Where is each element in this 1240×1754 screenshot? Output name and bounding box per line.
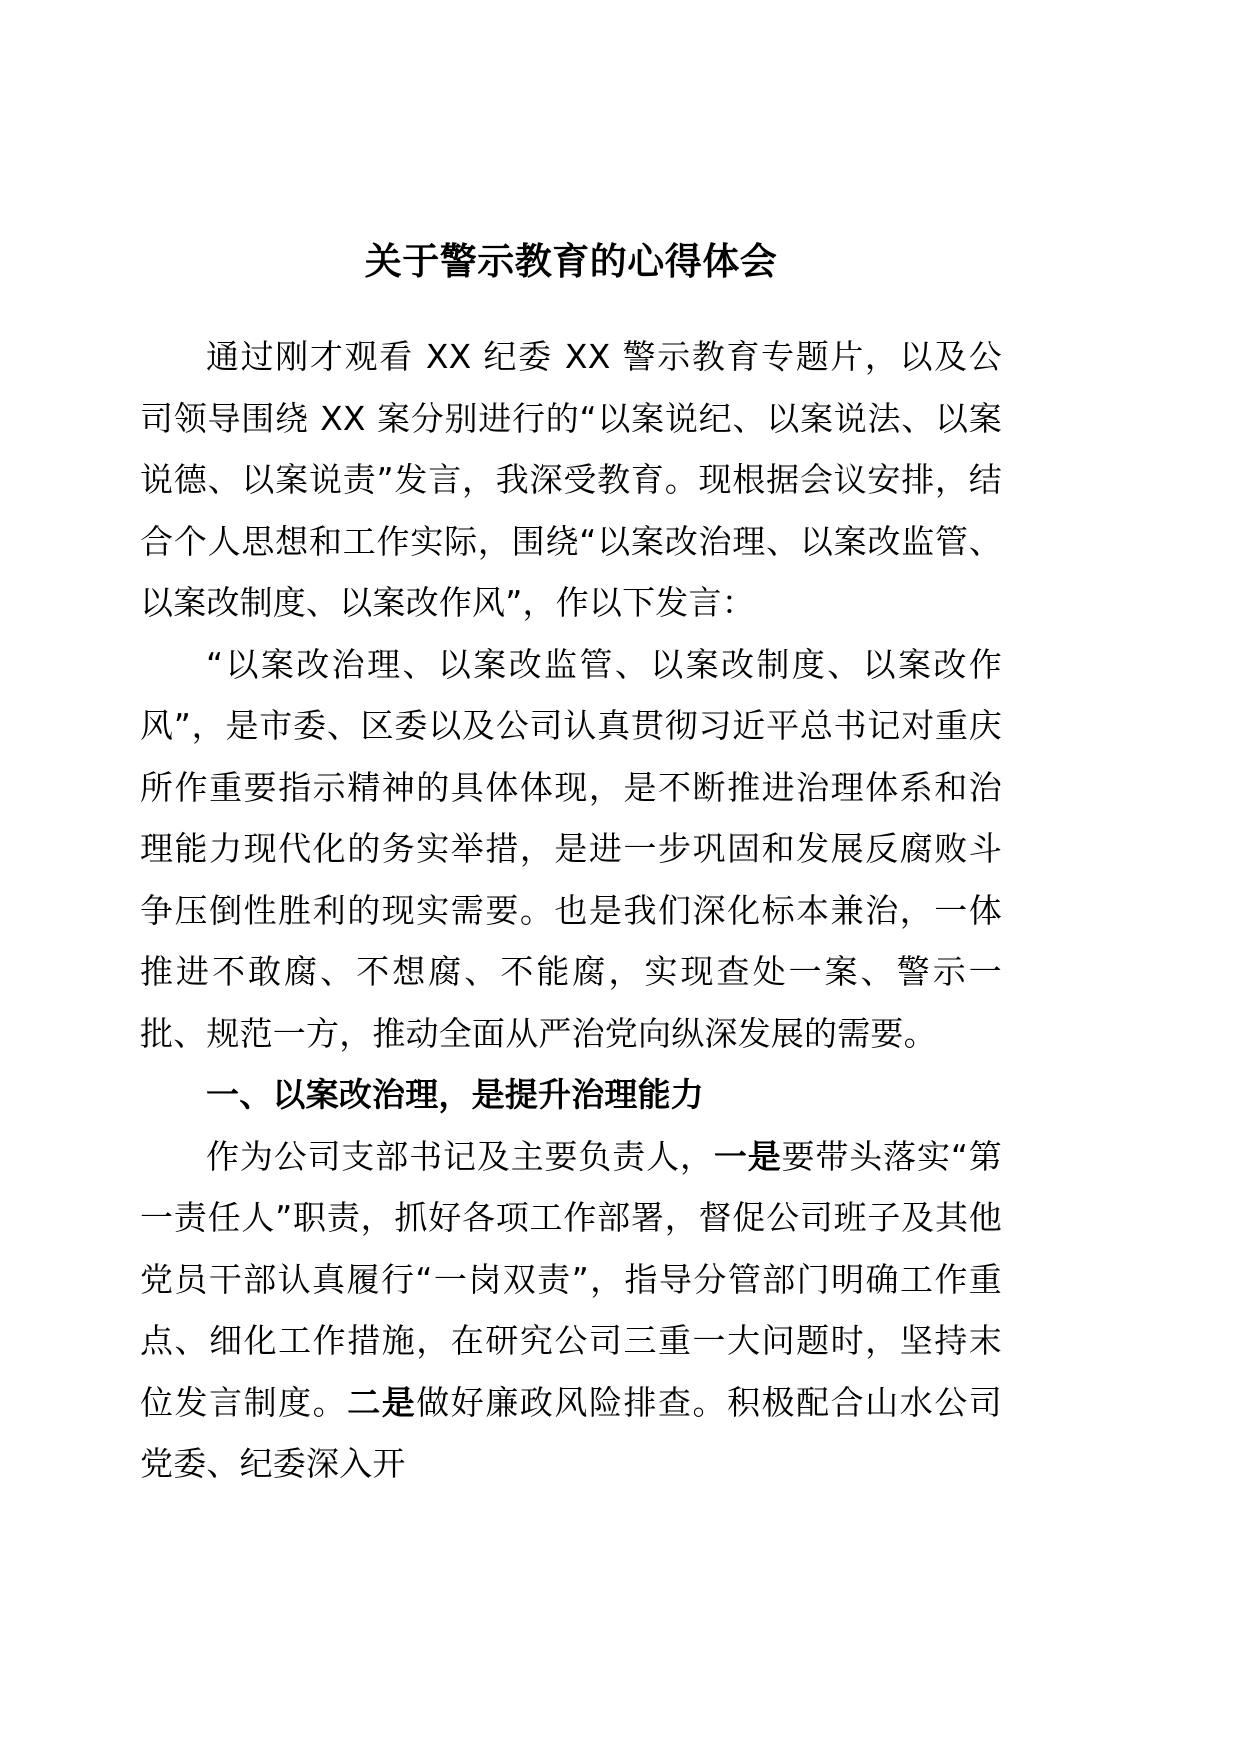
paragraph-section-one-body bbox=[140, 1126, 1002, 1495]
segment-plain-1: 作为公司支部书记及主要负责人， bbox=[206, 1136, 714, 1176]
paragraph-background: “以案改治理、以案改监管、以案改制度、以案改作风”，是市委、区委以及公司认真贯彻习近平总书记对重庆所作重要指示精神的具体体现，是不断推进治理体系和治理能力现代化的务实举措，是进一步巩固和发展反腐败斗争压倒性胜利的现实需要。也是我们深化标本兼治，一体推进不敢腐、不想腐、不能腐，实现查处一案、警示一批、规范一方，推动全面从严治党向纵深发展的需要。 bbox=[140, 644, 1002, 1053]
paragraph-intro: 通过刚才观看 XX 纪委 XX 警示教育专题片，以及公司领导围绕 XX 案分别进行的“以案说纪、以案说法、以案说德、以案说责”发言，我深受教育。现根据会议安排，结合个人思想和工作实际，围绕“以案改治理、以案改监管、以案改制度、以案改作风”，作以下发言： bbox=[140, 337, 1002, 622]
section-heading-one: 一、以案改治理，是提升治理能力 bbox=[206, 1075, 704, 1114]
segment-plain-3: 做好廉政风险排查。积极配合山水公司党委、纪委深入开 bbox=[140, 1382, 1003, 1483]
document-body bbox=[140, 0, 1002, 1495]
segment-marker-first: 一是 bbox=[713, 1136, 782, 1176]
segment-marker-second: 二是 bbox=[347, 1382, 417, 1422]
segment-plain-2: 要带头落实“第一责任人”职责，抓好各项工作部署，督促公司班子及其他党员干部认真履行“一岗双责”，指导分管部门明确工作重点、细化工作措施，在研究公司三重一大问题时，坚持末位发言制度。 bbox=[140, 1136, 1002, 1422]
page-title: 关于警示教育的心得体会 bbox=[364, 240, 778, 283]
